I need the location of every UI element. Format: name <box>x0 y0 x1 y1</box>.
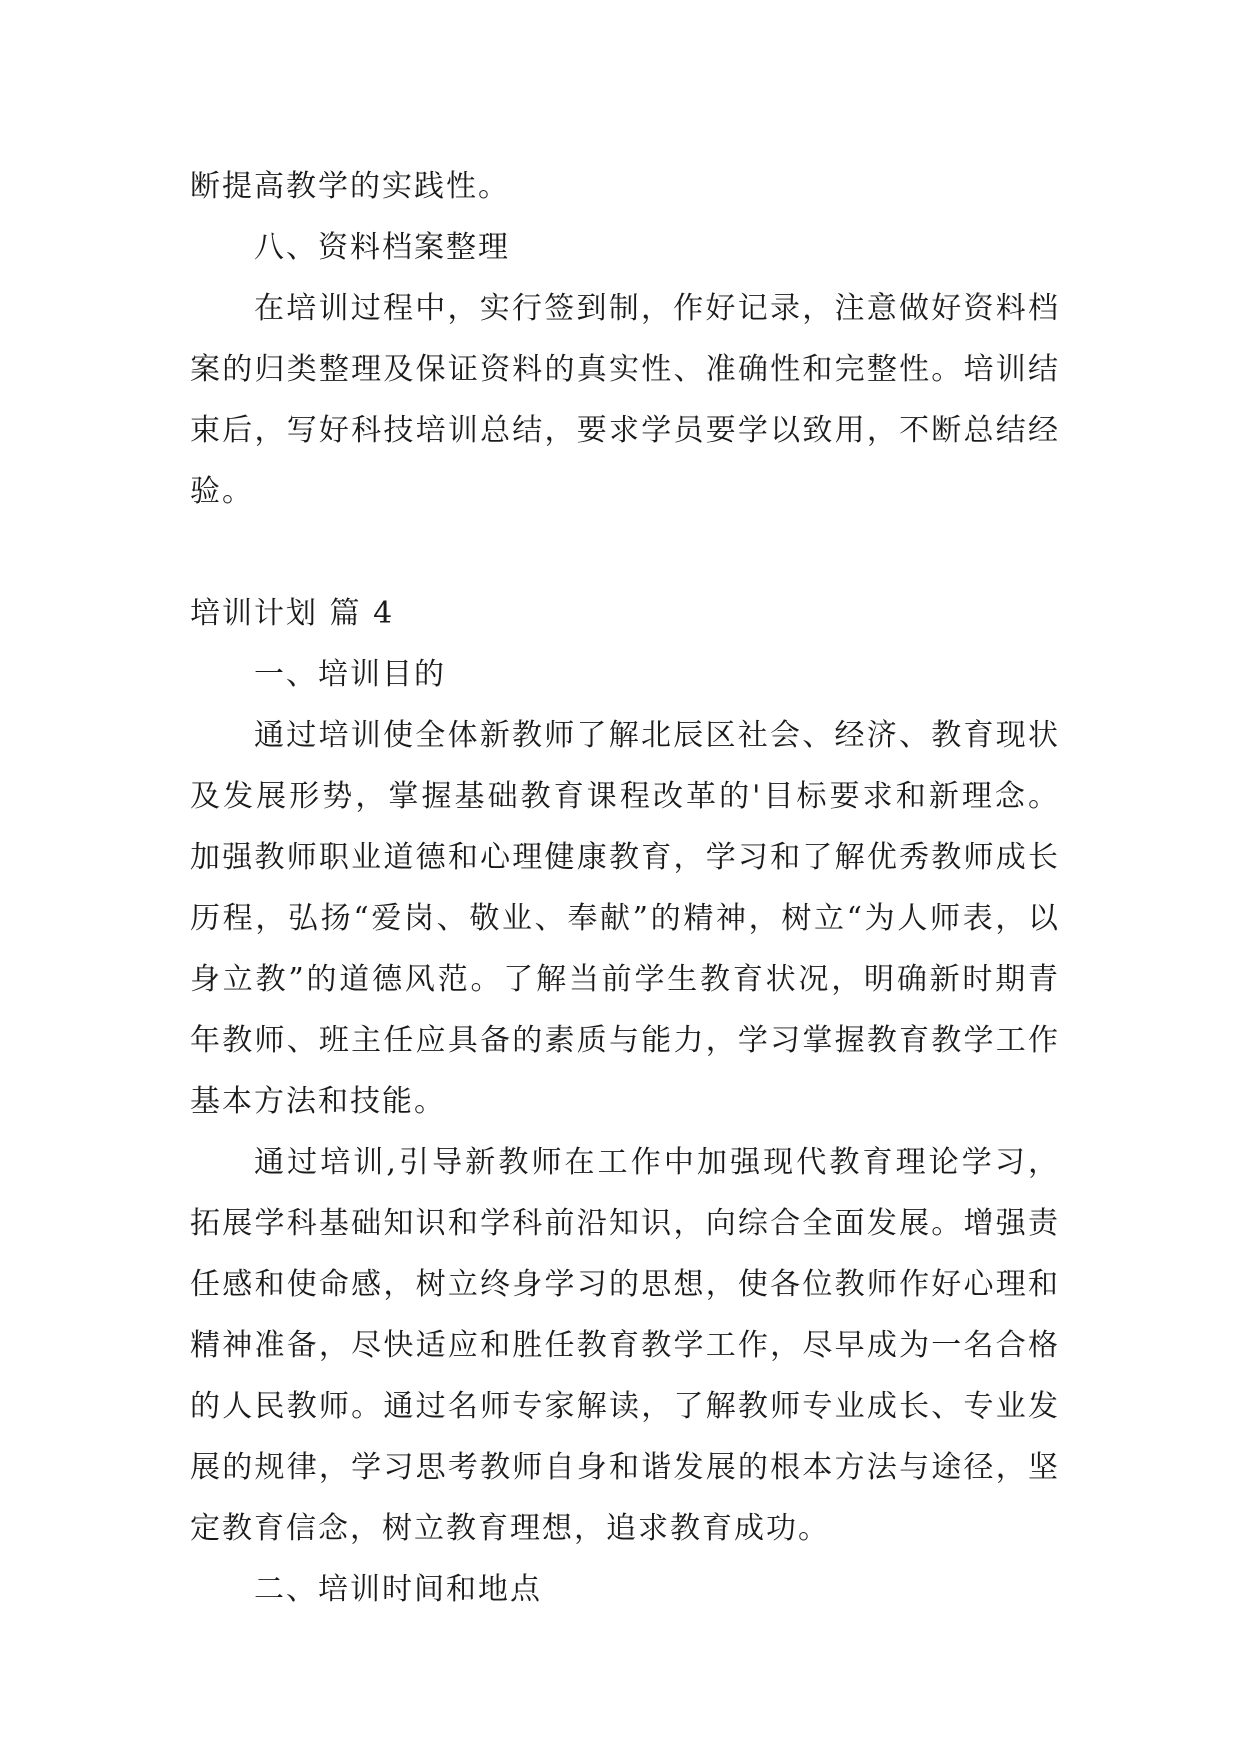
document-body <box>190 156 1060 1620</box>
paragraph-continuation: 断提高教学的实践性。 <box>190 169 510 204</box>
paragraph-goal-2: 通过培训,引导新教师在工作中加强现代教育理论学习，拓展学科基础知识和学科前沿知识，向综合全面发展。增强责任感和使命感，树立终身学习的思想，使各位教师作好心理和精神准备，尽快适应和胜任教育教学工作，尽早成为一名合格的人民教师。通过名师专家解读，了解教师专业成长、专业发展的规律，学习思考教师自身和谐发展的根本方法与途径，坚定教育信念，树立教育理想，追求教育成功。 <box>190 1145 1060 1546</box>
section-title-plan-4: 培训计划 篇 4 <box>190 596 395 631</box>
heading-time-and-place: 二、培训时间和地点 <box>254 1572 542 1607</box>
paragraph-goal-1: 通过培训使全体新教师了解北辰区社会、经济、教育现状及发展形势，掌握基础教育课程改革的'目标要求和新理念。加强教师职业道德和心理健康教育，学习和了解优秀教师成长历程，弘扬“爱岗、敬业、奉献”的精神，树立“为人师表，以身立教”的道德风范。了解当前学生教育状况，明确新时期青年教师、班主任应具备的素质与能力，学习掌握教育教学工作基本方法和技能。 <box>190 718 1060 1119</box>
heading-archive-management: 八、资料档案整理 <box>254 230 510 265</box>
paragraph-archive: 在培训过程中，实行签到制，作好记录，注意做好资料档案的归类整理及保证资料的真实性、准确性和完整性。培训结束后，写好科技培训总结，要求学员要学以致用，不断总结经验。 <box>190 291 1060 509</box>
heading-training-goal: 一、培训目的 <box>254 657 446 692</box>
